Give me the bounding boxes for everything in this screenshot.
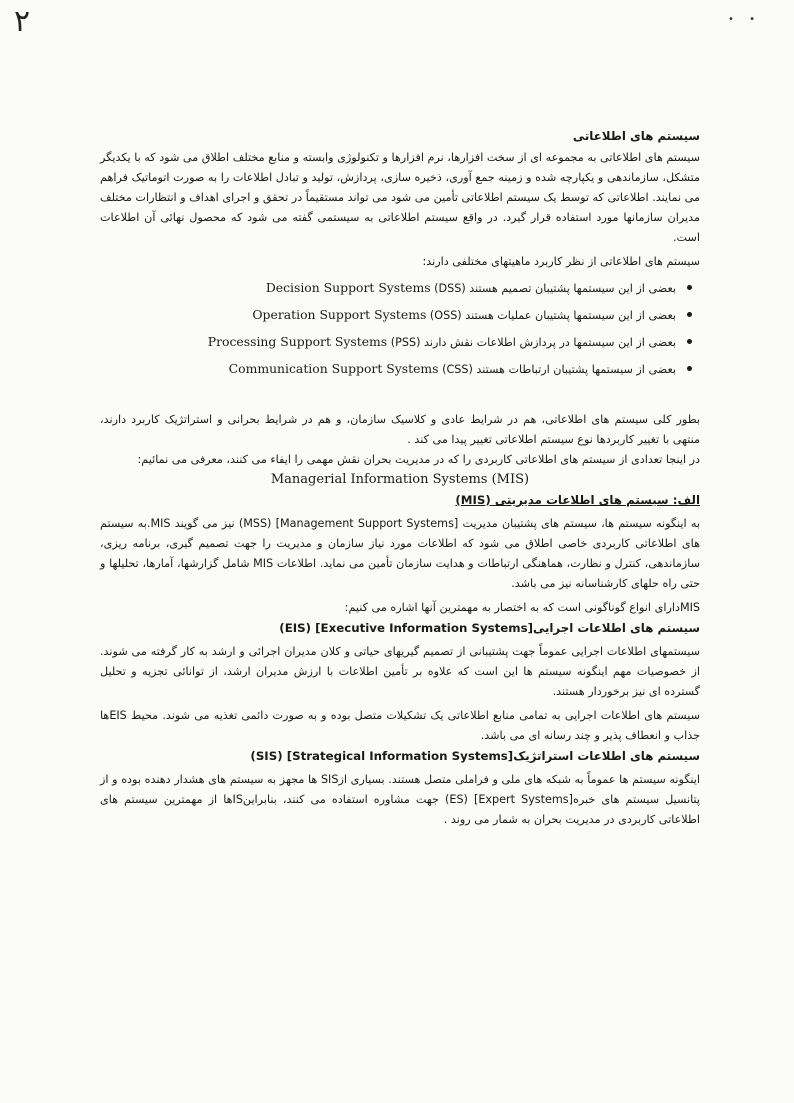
paragraph-definition: سیستم های اطلاعاتی به مجموعه ای از سخت افزارها، نرم افزارها و تکنولوژی وابسته و منابع مختلف اطلاق می شود که با یکدیگر متشکل، سازماندهی و یکپارچه شده و زمینه جمع آوری، ذخیره سازی، پردازش، تولید و تبادل اطلاعات را به صورت اتوماتیک فراهم می نمایند. اطلاعاتی که توسط یک سیستم اطلاعاتی تأمین می شود می تواند مستقیماً در تحقق و اجرای اهداف و انتظارات مختلف مدیران سازمانها مورد استفاده قرار گیرد. در واقع سیستم اطلاعاتی به سیستمی گفته می شود که محصول نهائی آن اطلاعات است. [100,151,700,244]
document-body [100,126,700,830]
list-item-css [100,355,692,382]
paragraph-introduction: در اینجا تعدادی از سیستم های اطلاعاتی کاربردی را که در مدیریت بحران نقش مهمی را ایفاء می کنند، معرفی می نمائیم: [137,453,700,466]
list-item-pss [100,328,692,355]
list-item-english: Decision Support Systems [265,280,431,295]
list-item-english: Processing Support Systems [207,334,388,349]
list-item-text: بعضی از این سیستمها پشتیبان تصمیم هستند (DSS) [434,282,676,295]
paragraph-eis-definition: سیستمهای اطلاعات اجرایی عموماً جهت پشتیبانی از تصمیم گیریهای حیاتی و کلان مدیران اجرائی و ارشد به کار گرفته می شوند. از خصوصیات مهم اینگونه سیستم ها این است که علاوه بر تأمین اطلاعات با ارزش مدیران ارشد، از توانائی تجزیه و تحلیل گسترده ای نیز برخوردار هستند. [100,645,700,698]
paragraph-eis-connection: سیستم های اطلاعات اجرایی به تمامی منابع اطلاعاتی یک تشکیلات متصل بوده و به صورت دائمی تغذیه می شوند. محیط EISها جذاب و انعطاف پذیر و چند رسانه ای می باشد. [100,709,700,742]
list-item-dss [100,274,692,301]
heading-mis: الف: سیستم های اطلاعات مدیریتی (MIS) [455,493,700,507]
mis-english-title-text: Managerial Information Systems (MIS) [270,472,530,487]
list-item-text: بعضی از سیستمها پشتیبان ارتباطات هستند (CSS) [442,363,676,376]
heading-information-systems: سیستم های اطلاعاتی [572,129,700,143]
paragraph-sis-definition: اینگونه سیستم ها عموماً به شبکه های ملی و فراملی متصل هستند. بسیاری ازSIS ها مجهز به سیستم های هشدار دهنده بوده و از پتانسیل سیستم های خبره[Expert Systems] (ES) جهت مشاوره استفاده می کنند، بنابراینISها از مهمترین سیستم های اطلاعاتی کاربردی در مدیریت بحران به شمار می روند . [100,773,701,826]
list-item-text: بعضی از این سیستمها در پردازش اطلاعات نقش دارند (PSS) [390,336,676,349]
system-types-list [100,274,700,382]
page-number-mark: ۲ [14,4,31,39]
list-item-oss [100,301,692,328]
paragraph-general-usage: بطور کلی سیستم های اطلاعاتی، هم در شرایط عادی و کلاسیک سازمان، و هم در شرایط بحرانی و استراتژیک کاربرد دارند، منتهی با تغییر کاربردها نوع سیستم اطلاعاتی تغییر پیدا می کند . [100,413,700,446]
scan-specks: • • [728,14,761,25]
paragraph-mis-definition: به اینگونه سیستم ها، سیستم های پشتیبان مدیریت [Management Support Systems] (MSS) نیز می گویند MIS.به سیستم های اطلاعاتی کاربردی خاصی اطلاق می شود که اطلاعات مورد نیاز سازمان و مدیریت را جهت تصمیم گیری، برنامه ریزی، سازماندهی، کنترل و نظارت، هماهنگی ارتباطات و هدایت سازمان تأمین می نماید. اطلاعات MIS شامل گزارشها، آمارها، تحلیلها و حتی راه حلهای کارشناسانه نیز می باشد. [100,517,700,590]
mis-english-title [100,470,700,490]
list-item-english: Operation Support Systems [252,307,427,322]
paragraph-mis-types: MISدارای انواع گوناگونی است که به اختصار به مهمترین آنها اشاره می کنیم: [344,601,700,614]
paragraph-types-intro: سیستم های اطلاعاتی از نظر کاربرد ماهیتهای مختلفی دارند: [422,255,700,268]
list-item-english: Communication Support Systems [228,361,439,376]
heading-eis: سیستم های اطلاعات اجرایی[Executive Information Systems] (EIS) [279,621,700,635]
list-item-text: بعضی از این سیستمها پشتیبان عملیات هستند (OSS) [429,309,676,322]
heading-sis: سیستم های اطلاعات استراتژیک[Strategical Information Systems] (SIS) [250,749,700,763]
